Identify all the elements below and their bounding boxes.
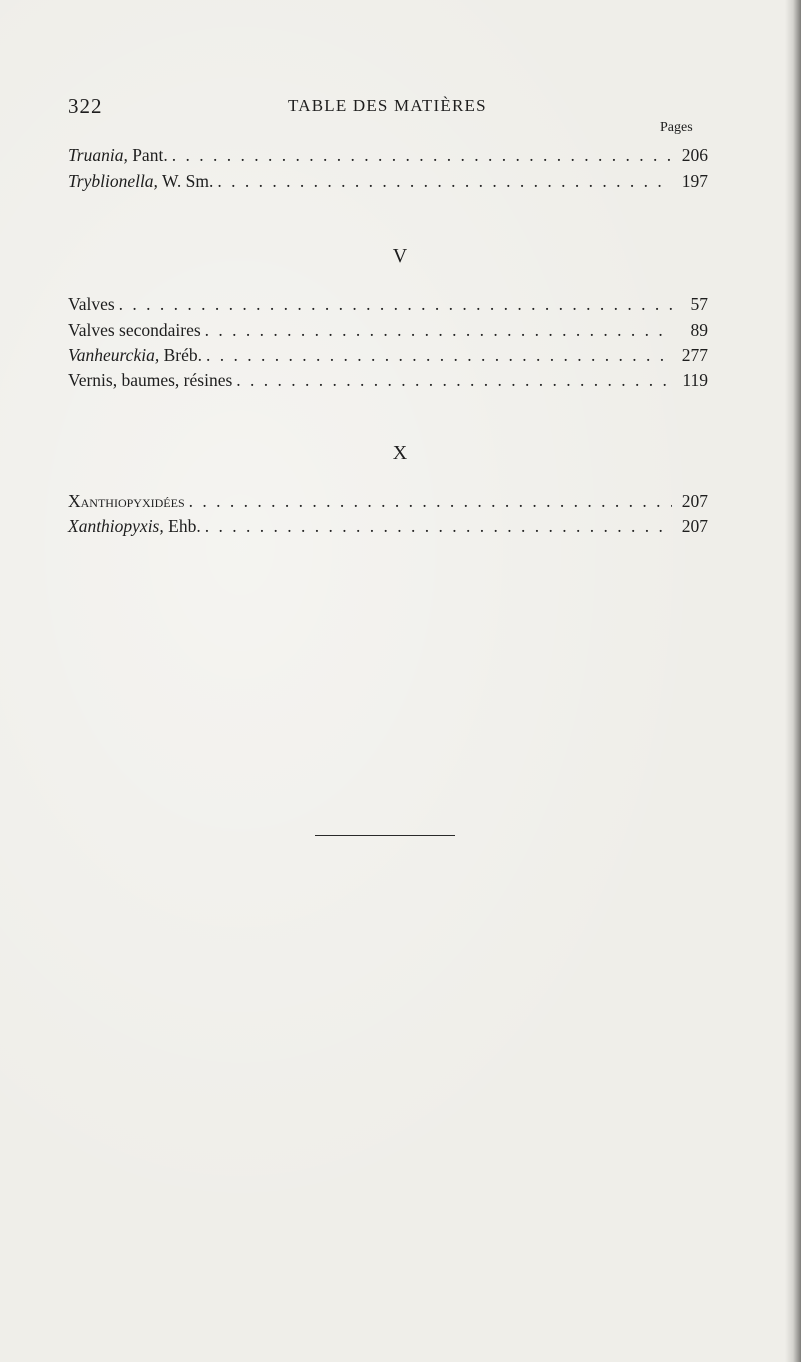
index-entry-vernis — [68, 368, 708, 392]
dot-leader — [205, 318, 672, 342]
dot-leader — [206, 343, 672, 367]
dot-leader — [205, 514, 672, 538]
dot-leader — [189, 489, 672, 513]
entry-name-italic: Xanthiopyxis, — [68, 516, 164, 536]
index-entry-xanthiopyxis — [68, 514, 708, 538]
entry-page-number: 119 — [682, 370, 708, 390]
entry-name-roman: Ehb. — [163, 516, 201, 536]
entry-name-roman: Pant. — [127, 145, 168, 165]
dot-leader — [172, 143, 672, 167]
index-entry-vanheurckia — [68, 343, 708, 367]
entry-name — [68, 169, 213, 193]
entry-name-italic: Tryblionella, — [68, 171, 158, 191]
page-edge-shadow — [785, 0, 801, 1362]
dot-leader — [119, 292, 672, 316]
section-letter-x: X — [392, 442, 409, 464]
entry-page-number: 277 — [681, 345, 708, 365]
entry-name — [68, 489, 185, 513]
dot-leader — [236, 368, 672, 392]
index-entry-xanthiopyxidees — [68, 489, 708, 513]
entry-name — [68, 514, 201, 538]
entry-page-number: 207 — [681, 491, 708, 511]
entry-name-roman: Vernis, baumes, résines — [68, 370, 233, 390]
entry-name-roman: Valves secondaires — [68, 320, 201, 340]
index-entry-truania — [68, 143, 708, 167]
entry-name — [68, 318, 201, 342]
dot-leader — [217, 169, 672, 193]
entry-name-roman: Xanthiopyxidées — [68, 491, 185, 511]
entry-page-number: 207 — [681, 516, 708, 536]
entry-page-number: 89 — [690, 320, 708, 340]
page-number: 322 — [68, 94, 103, 118]
entry-name-italic: Vanheurckia, — [68, 345, 160, 365]
pages-column-label: Pages — [660, 120, 693, 135]
entry-name — [68, 143, 168, 167]
index-entry-valves-secondaires — [68, 318, 708, 342]
index-entry-tryblionella — [68, 169, 708, 193]
entry-page-number: 206 — [681, 145, 708, 165]
index-entry-valves — [68, 292, 708, 316]
entry-page-number: 197 — [681, 171, 708, 191]
running-title: TABLE DES MATIÈRES — [288, 96, 487, 115]
entry-name-italic: Truania, — [68, 145, 128, 165]
end-rule — [315, 835, 455, 836]
entry-name — [68, 292, 115, 316]
entry-name-roman: W. Sm. — [157, 171, 214, 191]
entry-name — [68, 368, 232, 392]
entry-name-roman: Valves — [68, 294, 115, 314]
section-letter-v: V — [392, 245, 409, 267]
entry-name — [68, 343, 202, 367]
entry-name-roman: Bréb. — [159, 345, 202, 365]
entry-page-number: 57 — [690, 294, 708, 314]
